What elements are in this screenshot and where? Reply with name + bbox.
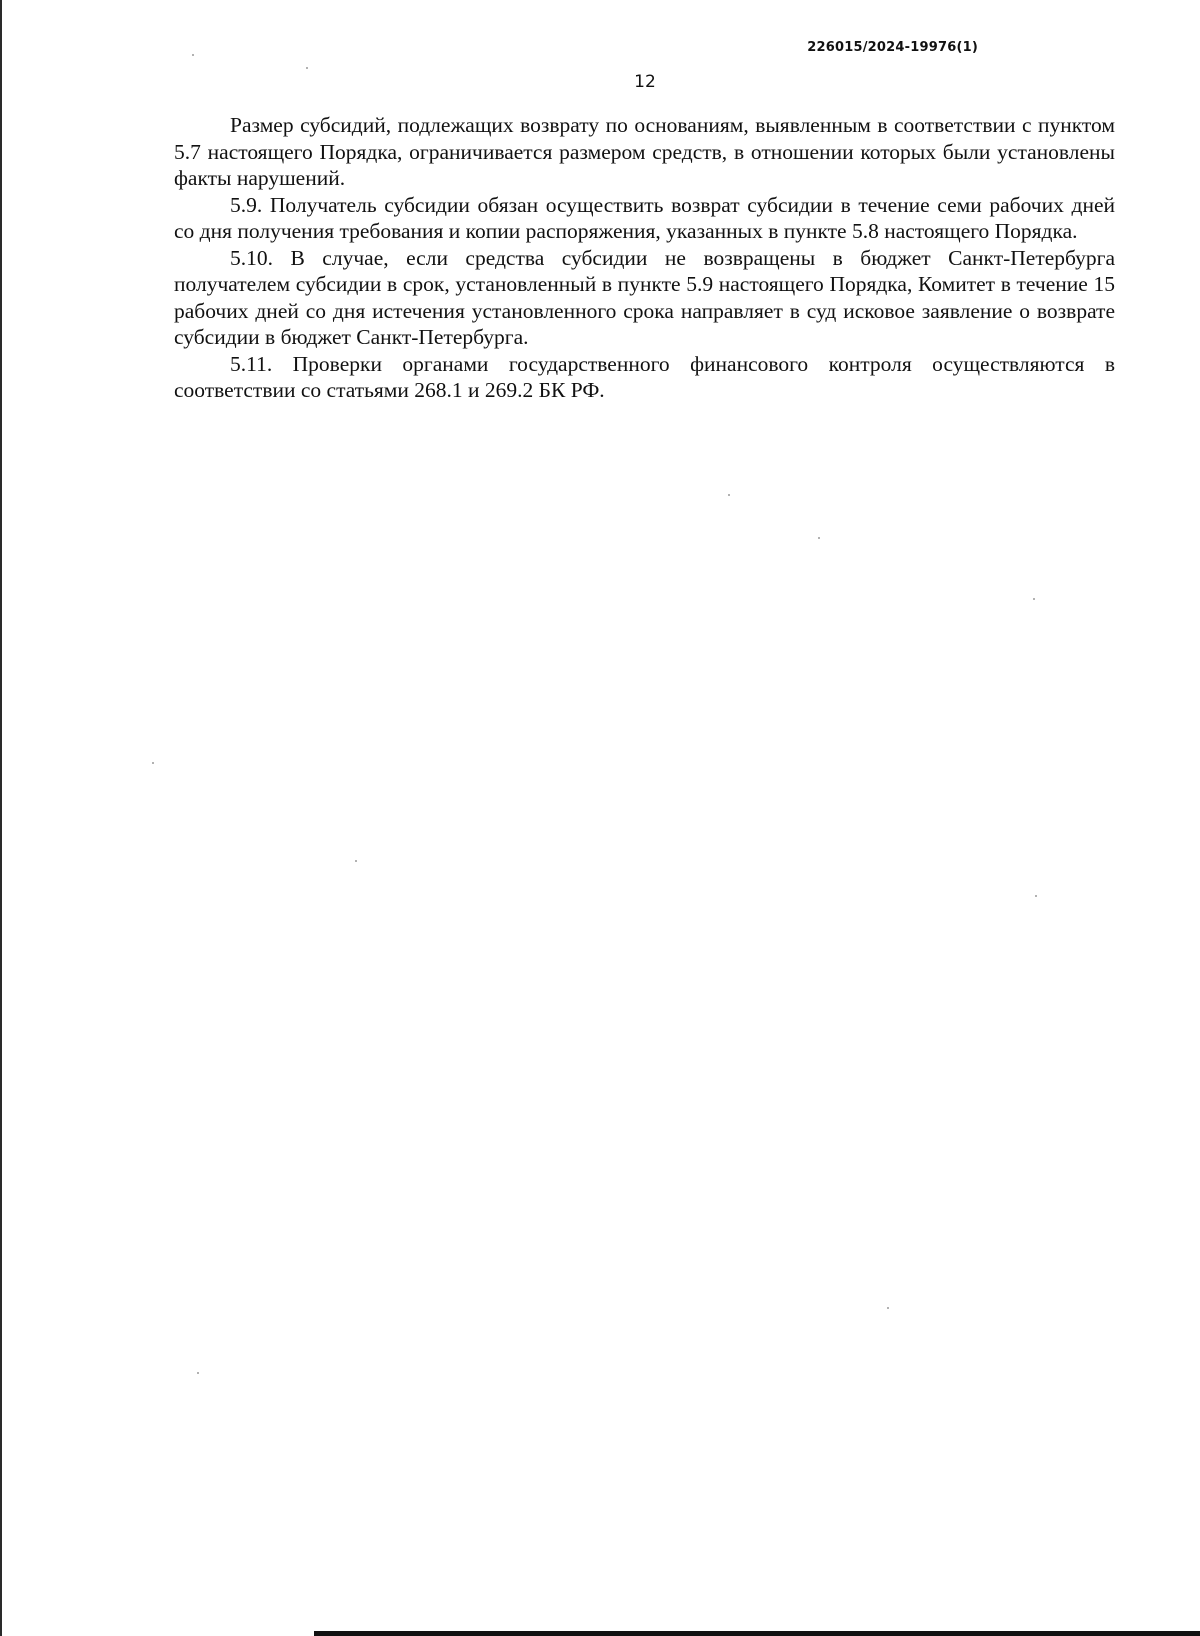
scan-speck (1035, 895, 1037, 897)
scan-bottom-edge (314, 1631, 1200, 1636)
scan-speck (818, 537, 820, 539)
paragraph-5-9: 5.9. Получатель субсидии обязан осуществить возврат субсидии в течение семи рабочих дней со дня получения требования и копии распоряжения, указанных в пункте 5.8 настоящего Порядка. (174, 192, 1115, 243)
paragraph-5-10: 5.10. В случае, если средства субсидии не возвращены в бюджет Санкт-Петербурга получателем субсидии в срок, установленный в пункте 5.9 настоящего Порядка, Комитет в течение 15 рабочих дней со дня истечения установленного срока направляет в суд исковое заявление о возврате субсидии в бюджет Санкт-Петербурга. (174, 245, 1115, 349)
document-registration-number: 226015/2024-19976(1) (807, 40, 978, 55)
scan-speck (306, 67, 308, 69)
scan-left-edge (0, 0, 2, 1636)
scan-speck (728, 494, 730, 496)
scan-speck (192, 54, 194, 56)
scan-speck (152, 762, 154, 764)
paragraph-refund-amount: Размер субсидий, подлежащих возврату по основаниям, выявленным в соответствии с пунктом 5.7 настоящего Порядка, ограничивается размером средств, в отношении которых были установлены факты нарушений. (174, 113, 1115, 190)
scan-speck (197, 1372, 199, 1374)
page-number: 12 (634, 72, 656, 92)
paragraph-5-11: 5.11. Проверки органами государственного финансового контроля осуществляются в соответствии со статьями 268.1 и 269.2 БК РФ. (174, 351, 1115, 402)
scan-speck (887, 1307, 889, 1309)
scan-speck (355, 860, 357, 862)
scan-speck (1033, 598, 1035, 600)
document-body (174, 112, 1115, 404)
